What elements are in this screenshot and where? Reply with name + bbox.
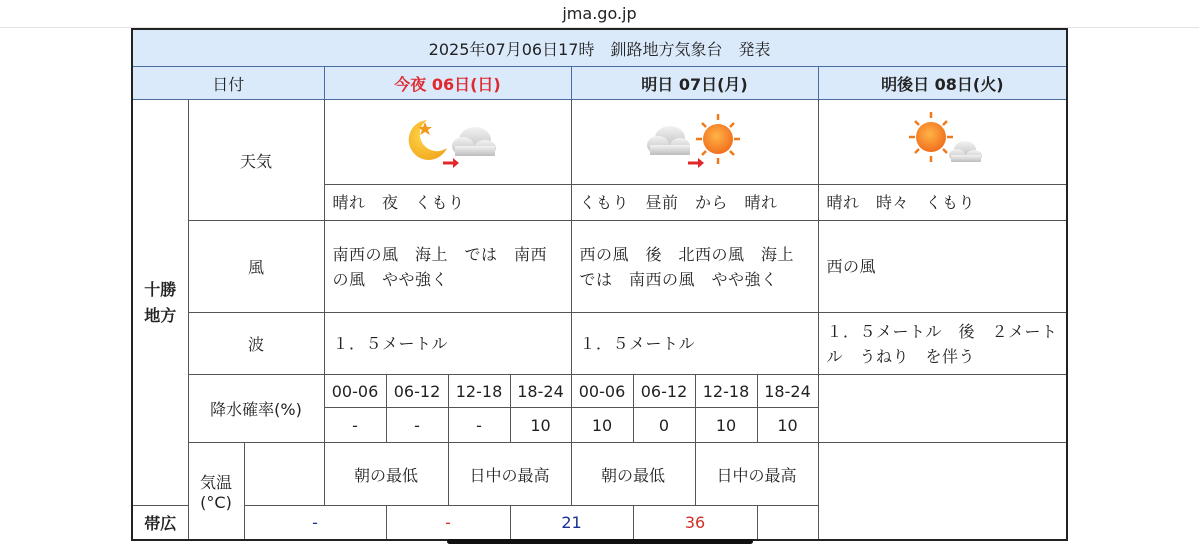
region-name-1: 十勝 bbox=[144, 279, 177, 299]
temp-row-label bbox=[188, 443, 244, 540]
temp-header: 日中の最高 bbox=[695, 443, 818, 506]
pop-period: 18-24 bbox=[757, 375, 818, 408]
wind-row-label: 風 bbox=[188, 221, 324, 313]
forecast-table bbox=[131, 28, 1068, 541]
weather-row-label: 天気 bbox=[188, 100, 324, 221]
temp-min-today: - bbox=[244, 506, 386, 540]
forecast-title: 2025年07月06日17時 釧路地方気象台 発表 bbox=[132, 29, 1067, 67]
pop-empty-day-after bbox=[818, 375, 1067, 443]
day-header-today: 今夜 06日(日) bbox=[324, 67, 571, 100]
pop-period: 06-12 bbox=[386, 375, 448, 408]
weather-icon-cell-today bbox=[324, 100, 571, 185]
wind-text-tomorrow: 西の風 後 北西の風 海上 では 南西の風 やや強く bbox=[571, 221, 818, 313]
pop-value: 10 bbox=[695, 408, 757, 443]
sun-with-cloud-icon bbox=[887, 108, 997, 172]
pop-period: 12-18 bbox=[695, 375, 757, 408]
weather-icon-cell-day-after bbox=[818, 100, 1067, 185]
wave-text-tomorrow: １．５メートル bbox=[571, 313, 818, 375]
temp-header: 朝の最低 bbox=[571, 443, 695, 506]
temp-label-1: 気温 bbox=[199, 472, 232, 492]
pop-value: - bbox=[386, 408, 448, 443]
date-header: 日付 bbox=[132, 67, 324, 100]
weather-icon-cell-tomorrow bbox=[571, 100, 818, 185]
temp-header: 日中の最高 bbox=[448, 443, 571, 506]
pop-period: 18-24 bbox=[510, 375, 571, 408]
pop-period: 06-12 bbox=[633, 375, 695, 408]
region-name-2: 地方 bbox=[144, 305, 177, 325]
pop-period: 00-06 bbox=[324, 375, 386, 408]
temp-station-header-blank bbox=[244, 443, 324, 506]
wave-text-today: １．５メートル bbox=[324, 313, 571, 375]
pop-value: - bbox=[324, 408, 386, 443]
wave-text-day-after: １．５メートル 後 ２メートル うねり を伴う bbox=[818, 313, 1067, 375]
wind-text-day-after: 西の風 bbox=[818, 221, 1067, 313]
address-bar[interactable] bbox=[0, 0, 1199, 28]
pop-period: 00-06 bbox=[571, 375, 633, 408]
weather-text-tomorrow: くもり 昼前 から 晴れ bbox=[571, 185, 818, 221]
pop-value: 10 bbox=[510, 408, 571, 443]
day-header-day-after: 明後日 08日(火) bbox=[818, 67, 1067, 100]
temp-min-tomorrow: 21 bbox=[510, 506, 633, 540]
temp-empty-day-after bbox=[818, 443, 1067, 540]
wind-text-today: 南西の風 海上 では 南西の風 やや強く bbox=[324, 221, 571, 313]
temp-header: 朝の最低 bbox=[324, 443, 448, 506]
day-header-tomorrow: 明日 07日(月) bbox=[571, 67, 818, 100]
pop-value: - bbox=[448, 408, 510, 443]
pop-period: 12-18 bbox=[448, 375, 510, 408]
pop-value: 10 bbox=[757, 408, 818, 443]
pop-value: 10 bbox=[571, 408, 633, 443]
temp-max-today: - bbox=[386, 506, 510, 540]
moon-to-cloud-icon bbox=[393, 108, 503, 172]
weather-text-day-after: 晴れ 時々 くもり bbox=[818, 185, 1067, 221]
cloud-to-sun-icon bbox=[640, 108, 750, 172]
url-domain: jma.go.jp bbox=[562, 4, 637, 23]
pop-row-label: 降水確率(%) bbox=[188, 375, 324, 443]
temp-max-tomorrow: 36 bbox=[633, 506, 757, 540]
weather-text-today: 晴れ 夜 くもり bbox=[324, 185, 571, 221]
pop-value: 0 bbox=[633, 408, 695, 443]
wave-row-label: 波 bbox=[188, 313, 324, 375]
horizontal-scrollbar[interactable] bbox=[447, 539, 753, 544]
temp-label-2: (°C) bbox=[200, 492, 232, 512]
region-cell bbox=[132, 100, 188, 506]
temp-station: 帯広 bbox=[132, 506, 188, 540]
